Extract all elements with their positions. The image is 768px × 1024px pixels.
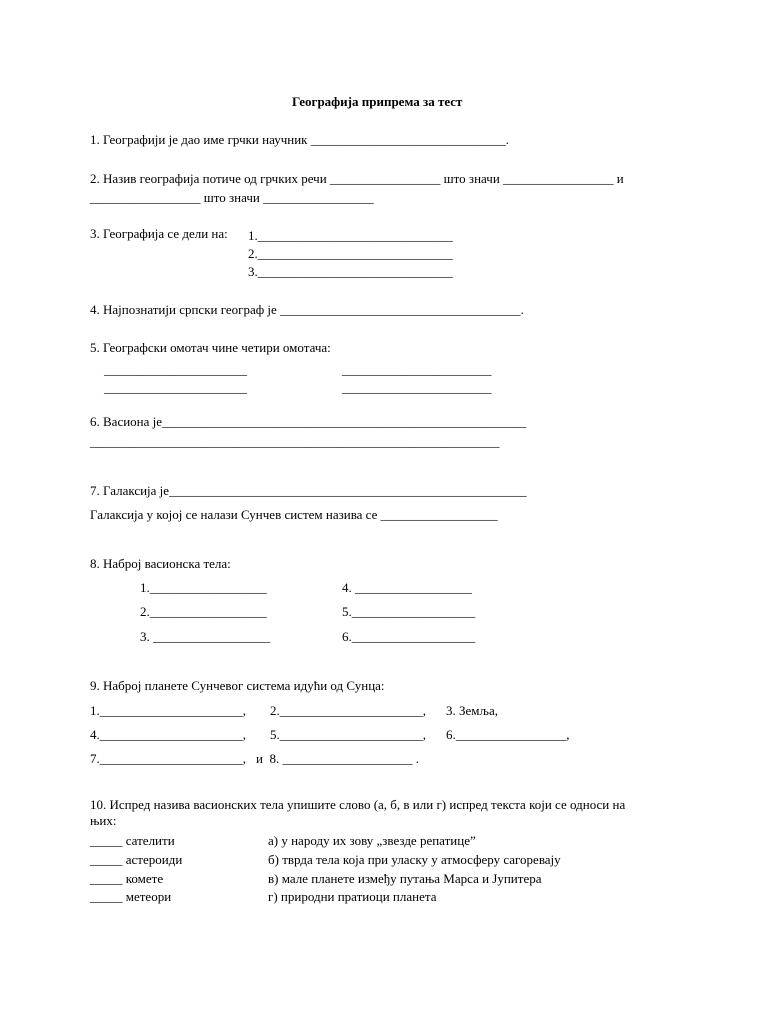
question-3-item-2: 2.______________________________: [248, 246, 453, 261]
question-10-term-4: _____ метеори: [90, 889, 172, 904]
question-10-label-line-2: њих:: [90, 813, 117, 828]
question-5-blank-2: _______________________: [342, 362, 492, 377]
question-8-item-4: 4. __________________: [342, 580, 472, 595]
question-9-planet-8: и 8. ____________________ .: [256, 751, 419, 766]
page-title: Географија припрема за тест: [292, 94, 463, 109]
question-9-planet-3: 3. Земља,: [446, 703, 498, 718]
question-6-line-2: _______________________________________________________________: [90, 434, 500, 449]
question-9-planet-4: 4.______________________,: [90, 727, 246, 742]
question-9-label: 9. Наброј планете Сунчевог система идући од Сунца:: [90, 678, 385, 693]
question-8-item-2: 2.__________________: [140, 604, 267, 619]
question-9-planet-7: 7.______________________,: [90, 751, 246, 766]
question-10-term-3: _____ комете: [90, 871, 164, 886]
question-7-line-1: 7. Галаксија је_______________________________________________________: [90, 483, 527, 498]
question-10-definition-v: в) мале планете између путања Марса и Јупитера: [268, 871, 542, 886]
question-4: 4. Најпознатији српски географ је _____________________________________.: [90, 302, 524, 317]
question-5-blank-1: ______________________: [104, 362, 247, 377]
question-9-planet-1: 1.______________________,: [90, 703, 246, 718]
question-10-term-2: _____ астероиди: [90, 852, 183, 867]
question-8-item-6: 6.___________________: [342, 629, 476, 644]
question-5-blank-3: ______________________: [104, 380, 247, 395]
question-2-line-1: 2. Назив географија потиче од грчких речи _________________ што значи _________________ и: [90, 171, 624, 186]
question-3-item-1: 1.______________________________: [248, 228, 453, 243]
question-10-term-1: _____ сателити: [90, 833, 175, 848]
question-8-item-5: 5.___________________: [342, 604, 476, 619]
question-1: 1. Географији је дао име грчки научник ______________________________.: [90, 132, 509, 147]
question-8-label: 8. Наброј васионска тела:: [90, 556, 231, 571]
question-8-item-3: 3. __________________: [140, 629, 270, 644]
question-5-blank-4: _______________________: [342, 380, 492, 395]
question-3-label: 3. Географија се дели на:: [90, 226, 228, 241]
question-2-line-2: _________________ што значи _________________: [90, 190, 374, 205]
question-9-planet-6: 6._________________,: [446, 727, 570, 742]
question-9-planet-2: 2.______________________,: [270, 703, 426, 718]
question-10-definition-b: б) тврда тела која при уласку у атмосферу сагоревају: [268, 852, 561, 867]
question-6-line-1: 6. Васиона је________________________________________________________: [90, 414, 527, 429]
question-10-definition-g: г) природни пратиоци планета: [268, 889, 437, 904]
question-3-item-3: 3.______________________________: [248, 264, 453, 279]
question-7-line-2: Галаксија у којој се налази Сунчев систем назива се __________________: [90, 507, 498, 522]
question-9-planet-5: 5.______________________,: [270, 727, 426, 742]
question-10-definition-a: а) у народу их зову „звезде репатице”: [268, 833, 476, 848]
question-8-item-1: 1.__________________: [140, 580, 267, 595]
question-5-label: 5. Географски омотач чине четири омотача:: [90, 340, 331, 355]
question-10-label-line-1: 10. Испред назива васионских тела упишите слово (а, б, в или г) испред текста који се односи на: [90, 797, 626, 812]
